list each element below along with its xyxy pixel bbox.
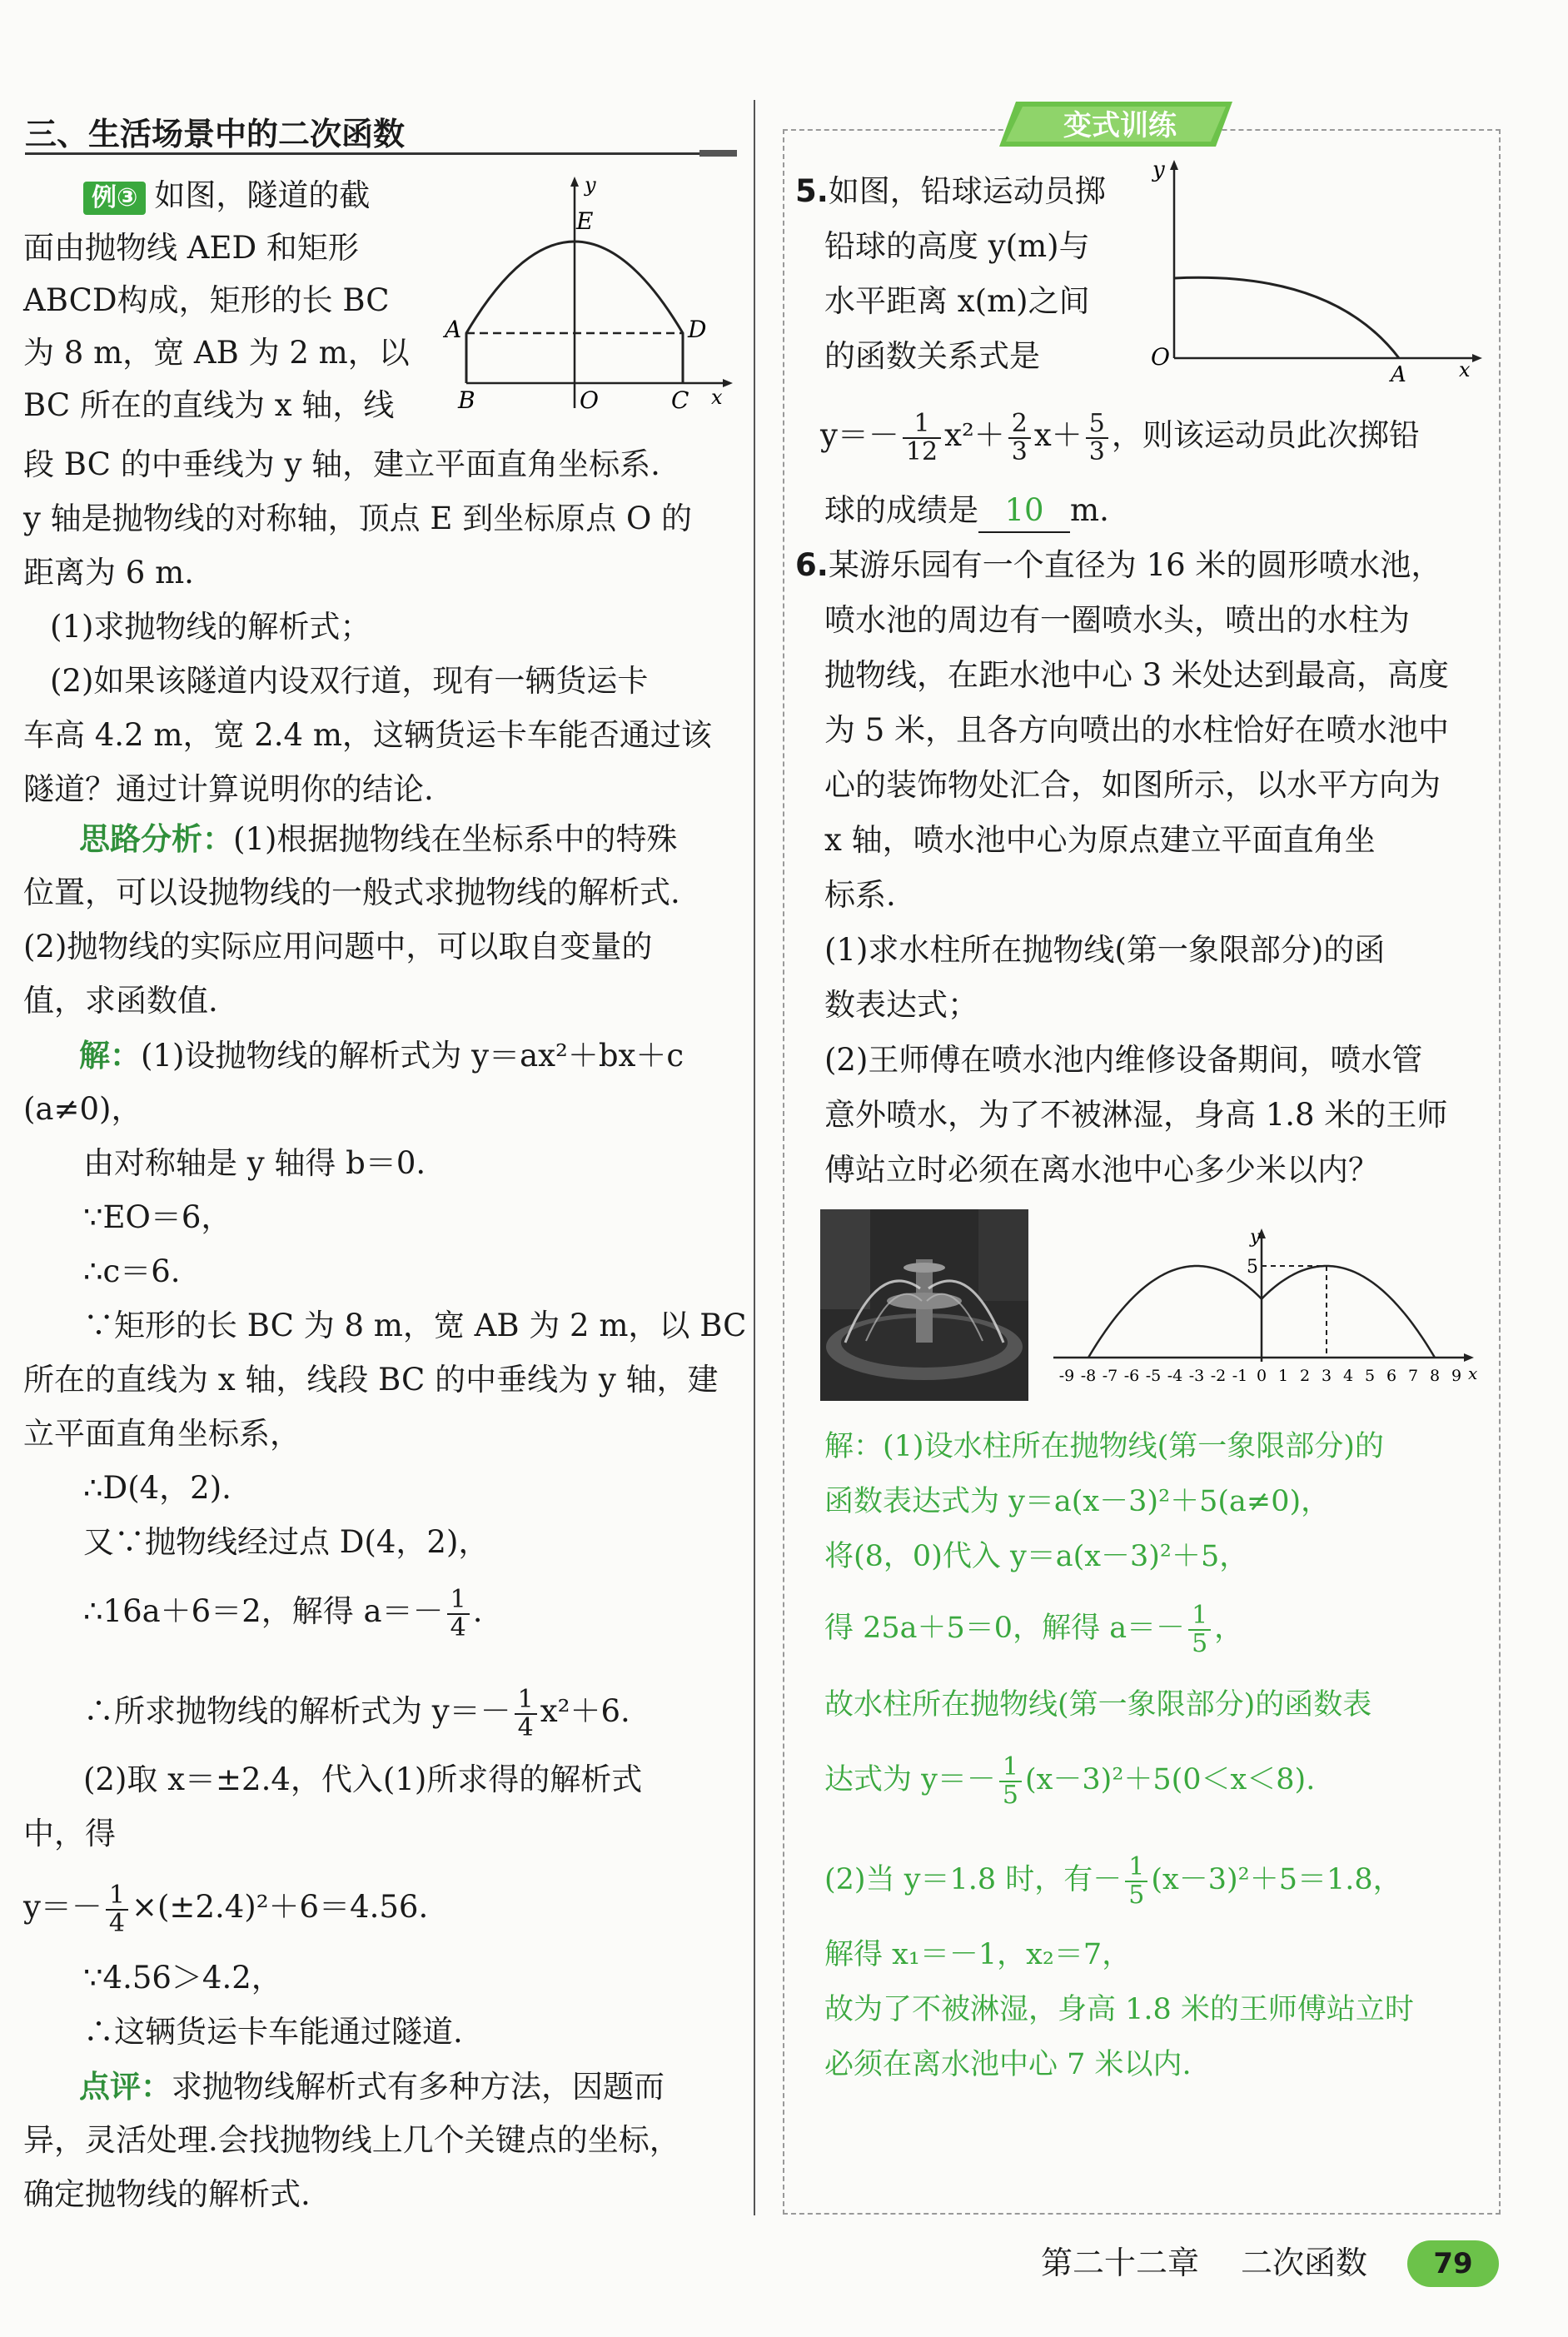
q6-number: 6. xyxy=(795,547,829,583)
section-title-rule xyxy=(25,152,737,155)
q6-solution-line-3: 将(8，0)代入 y＝a(x－3)²＋5， xyxy=(824,1540,1249,1573)
tunnel-y-label: y xyxy=(585,175,596,197)
x-axis-arrow xyxy=(1464,1353,1474,1362)
variant-banner-text: 变式训练 xyxy=(1063,109,1177,142)
x-tick-label: 2 xyxy=(1299,1367,1311,1385)
q6-line-4: 为 5 米，且各方向喷出的水柱恰好在喷水池中 xyxy=(824,712,1450,748)
example-line-8: 距离为 6 m. xyxy=(23,555,194,590)
footer-chapter: 第二十二章 xyxy=(1041,2245,1200,2281)
question-2: (2)如果该隧道内设双行道，现有一辆货运卡 xyxy=(50,663,649,699)
question-1: (1)求抛物线的解析式； xyxy=(50,609,371,645)
example-line-3: ABCD构成，矩形的长 BC xyxy=(23,282,390,318)
q6-question-1: (1)求水柱所在抛物线(第一象限部分)的函 xyxy=(824,932,1386,968)
x-tick-label: -9 xyxy=(1058,1367,1075,1385)
example-line-1: 例③ 如图，隧道的截 xyxy=(83,175,370,217)
analysis-line-4: 值，求函数值. xyxy=(23,983,218,1019)
section-title-rule-end xyxy=(699,150,737,157)
left-parabola xyxy=(1088,1266,1262,1358)
q5-number: 5. xyxy=(795,173,829,209)
fraction: $\frac{1}{4}$ xyxy=(106,1882,128,1937)
comment-line-3: 确定抛物线的解析式. xyxy=(23,2176,311,2212)
x-tick-label: 6 xyxy=(1386,1367,1397,1385)
q6-solution-line-6: 达式为 y＝－ $\frac{1}{5}$ (x－3)²＋5(0＜x＜8). xyxy=(824,1752,1316,1810)
fraction: $\frac{5}{3}$ xyxy=(1086,411,1108,466)
tunnel-C-label: C xyxy=(671,386,689,414)
q6-line-5: 心的装饰物处汇合，如图所示，以水平方向为 xyxy=(824,767,1441,803)
right-parabola xyxy=(1262,1266,1435,1358)
example-line-6: 段 BC 的中垂线为 y 轴，建立平面直角坐标系. xyxy=(23,446,660,482)
q6-line-1: 6.某游乐园有一个直径为 16 米的圆形喷水池， xyxy=(795,547,1442,583)
x-tick-label: 8 xyxy=(1429,1367,1441,1385)
solution-line-15: y＝－ $\frac{1}{4}$ ×(±2.4)²＋6＝4.56. xyxy=(23,1880,429,1938)
q6-question-2-cont: 意外喷水，为了不被淋湿，身高 1.8 米的王师 xyxy=(824,1097,1448,1133)
fraction: $\frac{2}{3}$ xyxy=(1008,411,1031,466)
x-tick-label: -2 xyxy=(1210,1367,1227,1385)
shotput-O-label: O xyxy=(1151,343,1170,371)
solution-line-1: 解：(1)设抛物线的解析式为 y＝ax²＋bx＋c xyxy=(79,1037,684,1074)
solution-line-17: ∴这辆货运卡车能通过隧道. xyxy=(83,2014,463,2050)
tunnel-O-label: O xyxy=(580,386,599,414)
q5-equation: y＝－ $\frac{1}{12}$ x²＋ $\frac{2}{3}$ x＋ $\frac{5}{3}$ ，则该运动员此次掷铅 xyxy=(820,408,1420,466)
solution-line-7: 所在的直线为 x 轴，线段 BC 的中垂线为 y 轴，建 xyxy=(23,1362,719,1398)
shotput-A-label: A xyxy=(1391,362,1406,383)
variant-banner xyxy=(999,98,1241,150)
page-number-badge xyxy=(1407,2240,1499,2287)
analysis-line-2: 位置，可以设抛物线的一般式求抛物线的解析式. xyxy=(23,875,680,910)
solution-line-14: 中，得 xyxy=(23,1816,116,1851)
solution-line-6: ∵矩形的长 BC 为 8 m，宽 AB 为 2 m，以 BC xyxy=(83,1308,747,1343)
tunnel-x-label: x xyxy=(711,386,723,409)
question-2-end: 隧道？通过计算说明你的结论. xyxy=(23,771,434,807)
q6-solution-line-1: 解：(1)设水柱所在抛物线(第一象限部分)的 xyxy=(824,1430,1384,1463)
q6-solution-line-9: 故为了不被淋湿，身高 1.8 米的王师傅站立时 xyxy=(824,1993,1414,2026)
x-tick-label: 1 xyxy=(1277,1367,1289,1385)
graph-peak-label: 5 xyxy=(1247,1257,1258,1278)
q6-solution-line-2: 函数表达式为 y＝a(x－3)²＋5(a≠0)， xyxy=(824,1485,1331,1518)
x-tick-label: 4 xyxy=(1342,1367,1354,1385)
x-tick-label: -7 xyxy=(1102,1367,1118,1385)
x-tick-label: 9 xyxy=(1451,1367,1462,1385)
tunnel-A-label: A xyxy=(445,316,462,343)
q6-solution-line-8: 解得 x₁＝－1，x₂＝7， xyxy=(824,1938,1132,1971)
shotput-figure xyxy=(1141,158,1482,383)
q6-line-3: 抛物线，在距水池中心 3 米处达到最高，高度 xyxy=(824,657,1450,693)
solution-line-2: (a≠0)， xyxy=(23,1091,142,1127)
comment-label: 点评： xyxy=(79,2068,172,2105)
q6-line-2: 喷水池的周边有一圈喷水头，喷出的水柱为 xyxy=(824,602,1410,638)
q6-solution-line-5: 故水柱所在抛物线(第一象限部分)的函数表 xyxy=(824,1688,1372,1722)
tunnel-B-label: B xyxy=(458,386,475,414)
solution-line-10: 又∵抛物线经过点 D(4，2)， xyxy=(83,1524,490,1560)
x-tick-label: -4 xyxy=(1167,1367,1183,1385)
fraction: $\frac{1}{5}$ xyxy=(1188,1602,1211,1657)
shotput-x-label: x xyxy=(1459,358,1471,381)
q5-line-1: 5.如图，铅球运动员掷 xyxy=(795,173,1106,209)
solution-line-12: ∴所求抛物线的解析式为 y＝－ $\frac{1}{4}$ x²＋6. xyxy=(83,1684,630,1742)
example-line-5: BC 所在的直线为 x 轴，线 xyxy=(23,387,395,423)
example-badge: 例③ xyxy=(83,182,146,215)
example-line-2: 面由抛物线 AED 和矩形 xyxy=(23,230,359,266)
x-tick-label: -5 xyxy=(1145,1367,1162,1385)
comment-line-1: 点评：求抛物线解析式有多种方法，因题而 xyxy=(79,2068,665,2105)
q6-solution-line-7: (2)当 y＝1.8 时，有－ $\frac{1}{5}$ (x－3)²＋5＝1.8， xyxy=(824,1851,1402,1910)
analysis-label: 思路分析： xyxy=(79,820,233,857)
q5-line-2: 铅球的高度 y(m)与 xyxy=(824,228,1090,264)
solution-line-9: ∴D(4，2). xyxy=(83,1470,231,1506)
q5-answer-blank: 10 xyxy=(978,490,1070,533)
x-tick-label: -1 xyxy=(1232,1367,1248,1385)
x-tick-label: 7 xyxy=(1407,1367,1419,1385)
page-number: 79 xyxy=(1433,2247,1473,2280)
fountain-graph xyxy=(1045,1224,1478,1391)
graph-x-label: x xyxy=(1468,1363,1478,1383)
comment-line-2: 异，灵活处理.会找抛物线上几个关键点的坐标， xyxy=(23,2122,680,2158)
q6-question-2-end: 傅站立时必须在离水池中心多少米以内？ xyxy=(824,1152,1379,1188)
question-2-cont: 车高 4.2 m，宽 2.4 m，这辆货运卡车能否通过该 xyxy=(23,717,712,753)
analysis-line-1: 思路分析：(1)根据抛物线在坐标系中的特殊 xyxy=(79,820,678,857)
solution-line-3: 由对称轴是 y 轴得 b＝0. xyxy=(83,1145,426,1181)
solution-line-13: (2)取 x＝±2.4，代入(1)所求得的解析式 xyxy=(83,1761,643,1797)
q6-line-7: 标系. xyxy=(824,877,896,913)
solution-label: 解： xyxy=(79,1037,141,1074)
q6-solution-line-10: 必须在离水池中心 7 米以内. xyxy=(824,2048,1192,2081)
q6-question-1-cont: 数表达式； xyxy=(824,987,978,1023)
q6-question-2: (2)王师傅在喷水池内维修设备期间，喷水管 xyxy=(824,1042,1423,1078)
solution-line-8: 立平面直角坐标系， xyxy=(23,1416,301,1452)
shotput-y-label: y xyxy=(1152,158,1165,182)
fraction: $\frac{1}{4}$ xyxy=(515,1687,537,1742)
fraction: $\frac{1}{12}$ xyxy=(903,411,941,466)
tunnel-D-label: D xyxy=(688,316,707,343)
x-tick-label: 5 xyxy=(1364,1367,1376,1385)
q5-answer-line: 球的成绩是 10 m. xyxy=(824,490,1109,533)
fraction: $\frac{1}{4}$ xyxy=(447,1587,470,1642)
x-tick-label: 0 xyxy=(1256,1367,1267,1385)
analysis-line-3: (2)抛物线的实际应用问题中，可以取自变量的 xyxy=(23,929,653,964)
section-title: 三、生活场景中的二次函数 xyxy=(25,116,406,152)
x-tick-label: -6 xyxy=(1123,1367,1140,1385)
example-line-7: y 轴是抛物线的对称轴，顶点 E 到坐标原点 O 的 xyxy=(23,501,693,536)
solution-line-11: ∴16a＋6＝2，解得 a＝－ $\frac{1}{4}$ . xyxy=(83,1584,483,1642)
solution-line-4: ∵EO＝6， xyxy=(83,1199,232,1235)
solution-line-16: ∵4.56＞4.2， xyxy=(83,1960,282,1996)
tunnel-figure xyxy=(433,175,733,416)
footer-topic: 二次函数 xyxy=(1241,2245,1368,2281)
fountain-photo xyxy=(820,1209,1028,1401)
example-line-4: 为 8 m，宽 AB 为 2 m，以 xyxy=(23,335,410,371)
solution-line-5: ∴c＝6. xyxy=(83,1253,181,1289)
fraction: $\frac{1}{5}$ xyxy=(1125,1854,1147,1909)
q5-line-3: 水平距离 x(m)之间 xyxy=(824,283,1090,319)
graph-y-label: y xyxy=(1250,1227,1261,1248)
tunnel-E-label: E xyxy=(576,207,594,235)
q5-line-4: 的函数关系式是 xyxy=(824,338,1040,374)
fraction: $\frac{1}{5}$ xyxy=(999,1754,1022,1809)
column-divider xyxy=(754,100,755,2215)
x-tick-label: -3 xyxy=(1188,1367,1205,1385)
x-tick-label: 3 xyxy=(1321,1367,1332,1385)
x-tick-label: -8 xyxy=(1080,1367,1097,1385)
q6-solution-line-4: 得 25a＋5＝0，解得 a＝－ $\frac{1}{5}$ ， xyxy=(824,1600,1244,1658)
q6-line-6: x 轴，喷水池中心为原点建立平面直角坐 xyxy=(824,822,1376,858)
